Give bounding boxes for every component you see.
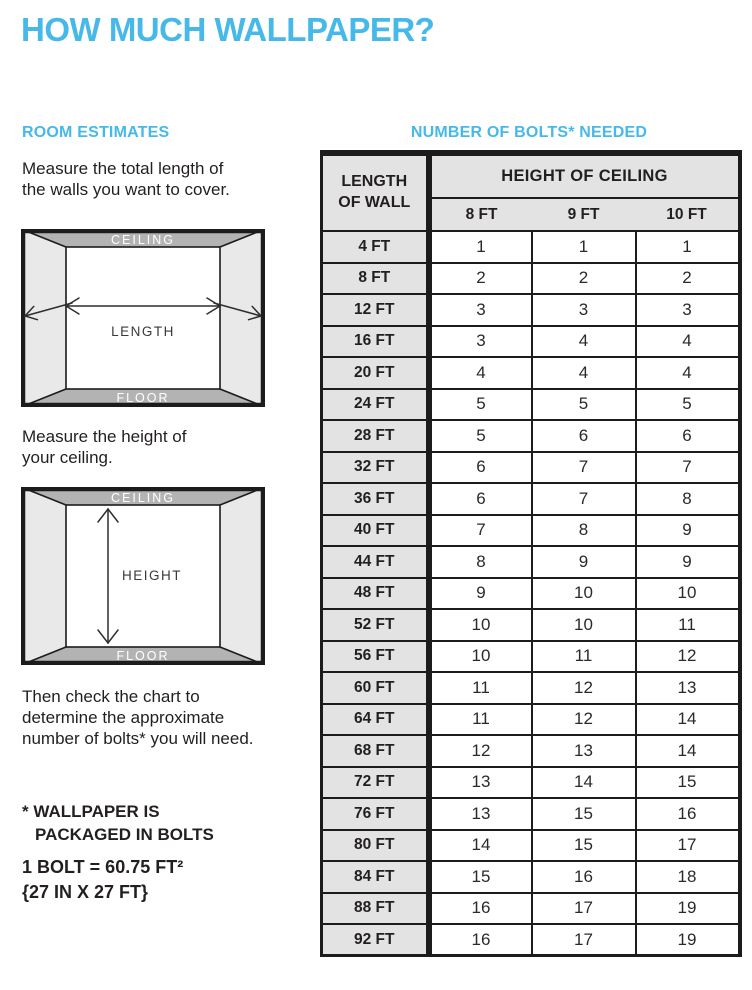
step2-line1: Measure the height of [22,427,187,446]
bolt-count-cell: 2 [429,263,532,295]
room-estimates-heading: ROOM ESTIMATES [22,124,170,141]
back-wall-shape [66,247,220,389]
column-header-8ft: 8 FT [429,198,532,231]
table-row [322,389,740,421]
bolt-count-cell: 18 [636,861,740,893]
bolt-count-cell: 3 [532,294,636,326]
bolt-count-cell: 3 [429,294,532,326]
wallpaper-footnote [22,800,214,846]
table-row [322,924,740,956]
bolt-count-cell: 6 [532,420,636,452]
wall-length-label: 52 FT [322,609,429,641]
bolt-count-cell: 6 [429,483,532,515]
wall-length-label: 72 FT [322,767,429,799]
wall-length-label: 32 FT [322,452,429,484]
bolt-count-cell: 17 [532,893,636,925]
bolt-count-cell: 3 [429,326,532,358]
bolt-count-cell: 10 [429,641,532,673]
step1-text [22,158,230,200]
wall-length-label: 92 FT [322,924,429,956]
bolt-count-cell: 4 [636,326,740,358]
bolt-count-cell: 11 [429,672,532,704]
wall-length-label: 48 FT [322,578,429,610]
bolts-needed-heading: NUMBER OF BOLTS* NEEDED [410,124,648,141]
step3-line3: number of bolts* you will need. [22,729,254,748]
right-wall-shape [220,487,265,665]
column-header-9ft: 9 FT [532,198,636,231]
footnote-line1: * WALLPAPER IS [22,802,160,821]
wall-length-label: 44 FT [322,546,429,578]
table-row [322,672,740,704]
ceiling-label: CEILING [110,233,176,247]
length-of-wall-line2: OF WALL [338,194,411,211]
footnote-line2: PACKAGED IN BOLTS [35,825,214,844]
wall-length-label: 56 FT [322,641,429,673]
left-wall-shape [21,229,66,407]
table-row [322,578,740,610]
bolt-count-cell: 3 [636,294,740,326]
length-of-wall-line1: LENGTH [341,173,408,191]
bolt-count-cell: 9 [429,578,532,610]
step1-line2: the walls you want to cover. [22,180,230,199]
wall-length-label: 84 FT [322,861,429,893]
bolt-count-cell: 19 [636,924,740,956]
bolt-spec [22,855,183,905]
bolt-count-cell: 10 [532,578,636,610]
bolt-count-cell: 4 [429,357,532,389]
table-row [322,263,740,295]
bolt-spec-line1: 1 BOLT = 60.75 FT² [22,857,184,877]
bolt-count-cell: 1 [429,231,532,263]
bolt-count-cell: 7 [532,452,636,484]
table-row [322,515,740,547]
bolt-count-cell: 14 [636,735,740,767]
table-row [322,420,740,452]
wall-length-label: 8 FT [322,263,429,295]
step1-line1: Measure the total length of [22,159,224,178]
wall-length-label: 36 FT [322,483,429,515]
wall-length-label: 4 FT [322,231,429,263]
room-height-diagram [21,487,265,665]
bolt-count-cell: 10 [636,578,740,610]
table-row [322,893,740,925]
bolt-count-cell: 15 [532,830,636,862]
bolt-count-cell: 7 [429,515,532,547]
bolt-count-cell: 1 [532,231,636,263]
bolt-count-cell: 16 [532,861,636,893]
bolt-count-cell: 5 [429,389,532,421]
table-row [322,798,740,830]
bolt-count-cell: 11 [636,609,740,641]
bolts-table [320,150,742,957]
wall-length-label: 60 FT [322,672,429,704]
bolt-count-cell: 13 [636,672,740,704]
bolt-count-cell: 15 [636,767,740,799]
step3-text [22,686,254,749]
bolt-count-cell: 6 [429,452,532,484]
bolt-count-cell: 16 [429,924,532,956]
bolt-count-cell: 4 [532,357,636,389]
bolt-count-cell: 8 [429,546,532,578]
left-wall-shape [21,487,66,665]
bolt-count-cell: 16 [429,893,532,925]
step2-text [22,426,186,468]
bolt-count-cell: 19 [636,893,740,925]
floor-label: FLOOR [116,391,170,405]
table-row [322,357,740,389]
bolt-spec-line2: {27 IN X 27 FT} [22,882,149,902]
wall-length-label: 20 FT [322,357,429,389]
bolt-count-cell: 9 [532,546,636,578]
bolt-count-cell: 6 [636,420,740,452]
bolt-count-cell: 15 [429,861,532,893]
bolt-count-cell: 7 [636,452,740,484]
bolt-count-cell: 14 [636,704,740,736]
bolt-count-cell: 15 [532,798,636,830]
step3-line2: determine the approximate [22,708,225,727]
wall-length-label: 12 FT [322,294,429,326]
height-of-ceiling-header: HEIGHT OF CEILING [429,153,740,198]
bolt-count-cell: 4 [532,326,636,358]
bolt-count-cell: 17 [636,830,740,862]
table-row [322,326,740,358]
table-row [322,231,740,263]
bolt-count-cell: 8 [532,515,636,547]
wall-length-label: 16 FT [322,326,429,358]
floor-label: FLOOR [116,649,170,663]
wall-length-label: 68 FT [322,735,429,767]
table-row [322,546,740,578]
wall-length-label: 80 FT [322,830,429,862]
bolt-count-cell: 10 [532,609,636,641]
length-label: LENGTH [111,324,175,339]
table-row [322,767,740,799]
bolt-count-cell: 5 [532,389,636,421]
table-row [322,294,740,326]
wall-length-label: 40 FT [322,515,429,547]
bolts-table-container [320,150,742,957]
wall-length-label: 76 FT [322,798,429,830]
table-row [322,704,740,736]
bolt-count-cell: 17 [532,924,636,956]
wall-length-label: 64 FT [322,704,429,736]
bolt-count-cell: 12 [429,735,532,767]
table-row [322,641,740,673]
column-header-10ft: 10 FT [636,198,740,231]
right-wall-shape [220,229,265,407]
bolt-count-cell: 2 [636,263,740,295]
bolt-count-cell: 4 [636,357,740,389]
table-row [322,861,740,893]
bolt-count-cell: 12 [532,672,636,704]
bolt-count-cell: 12 [636,641,740,673]
bolt-count-cell: 13 [429,767,532,799]
bolt-count-cell: 7 [532,483,636,515]
wall-length-label: 24 FT [322,389,429,421]
table-row [322,735,740,767]
step3-line1: Then check the chart to [22,687,200,706]
table-row [322,830,740,862]
bolt-count-cell: 13 [429,798,532,830]
bolt-count-cell: 9 [636,546,740,578]
page-title: HOW MUCH WALLPAPER? [21,11,435,48]
table-row [322,452,740,484]
room-length-diagram [21,229,265,407]
wall-length-label: 28 FT [322,420,429,452]
table-row [322,483,740,515]
bolt-count-cell: 14 [429,830,532,862]
bolt-count-cell: 10 [429,609,532,641]
bolt-count-cell: 14 [532,767,636,799]
ceiling-label: CEILING [110,491,176,505]
bolt-count-cell: 12 [532,704,636,736]
bolt-count-cell: 1 [636,231,740,263]
bolt-count-cell: 13 [532,735,636,767]
bolt-count-cell: 11 [532,641,636,673]
bolt-count-cell: 8 [636,483,740,515]
bolt-count-cell: 11 [429,704,532,736]
bolt-count-cell: 2 [532,263,636,295]
table-row [322,609,740,641]
wall-length-label: 88 FT [322,893,429,925]
bolt-count-cell: 5 [429,420,532,452]
height-label: HEIGHT [122,568,183,583]
bolt-count-cell: 9 [636,515,740,547]
bolt-count-cell: 16 [636,798,740,830]
length-of-wall-header [322,153,429,231]
bolt-count-cell: 5 [636,389,740,421]
step2-line2: your ceiling. [22,448,113,467]
